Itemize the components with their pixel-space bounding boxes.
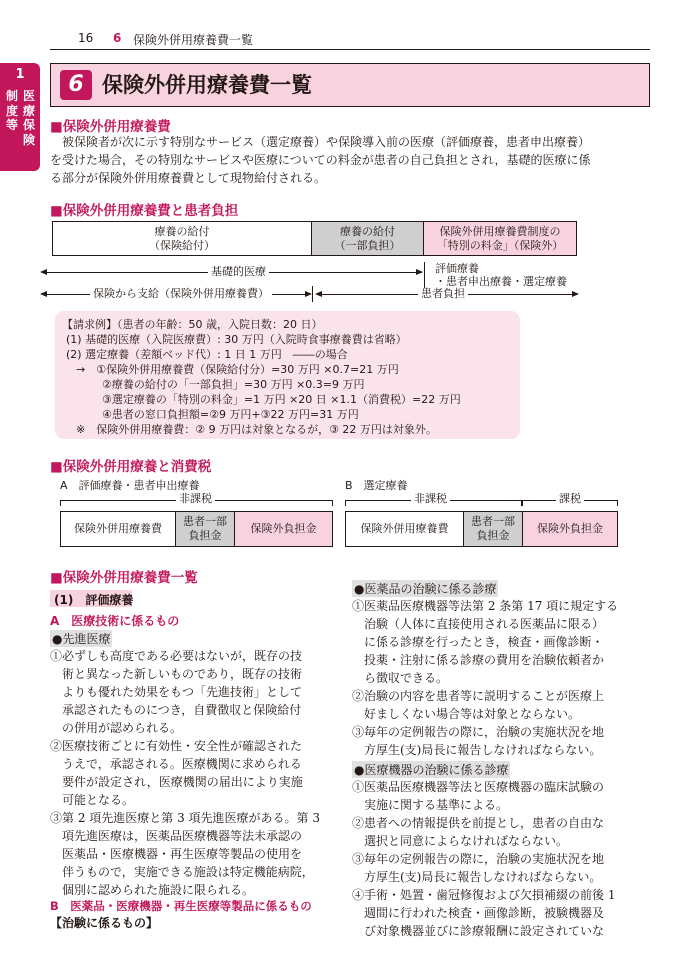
left-line-3: よりも優れた効果をもつ「先進技術」として: [50, 685, 303, 699]
right1-line-2: 治験（人体に直接使用される医薬品に限る）: [352, 617, 605, 631]
sec1-line-2: を受けた場合，その特別なサービスや医療についての料金が患者の自己負担とされ，基礎的医療に係: [50, 153, 591, 167]
right-head-drug: ●医薬品の治験に係る診療: [354, 582, 497, 596]
section-title-1: ■保険外併用療養費: [50, 119, 171, 135]
right2-line-4: 選択と同意によらなければならない。: [352, 834, 569, 848]
sec1-line-1: 被保険者が次に示す特別なサービス（選定療養）や保険導入前の医療（評価療養，患者申出療養）: [62, 135, 591, 149]
chapter-number-badge: 6: [60, 70, 92, 100]
header-title: 保険外併用療養費一覧: [133, 33, 254, 47]
senshin-heading: ●先進医療: [52, 632, 111, 646]
right-head-device: ●医療機器の治験に係る診療: [354, 763, 509, 777]
right1-line-7: 好ましくない場合等は対象とならない。: [352, 707, 581, 721]
tax-a-box-outside: 保険外負担金: [234, 511, 333, 547]
arrow-right-head: [416, 269, 423, 275]
tax-a-nontax-label: 非課税: [176, 493, 215, 505]
left-line-7: うえで，承認される。医療機関に求められる: [50, 757, 302, 771]
claim-line-7: ④患者の窓口負担額=②9 万円+③22 万円=31 万円: [102, 408, 359, 421]
tax-b-box-copay-l1: 患者一部: [471, 515, 515, 528]
sub-heading-a: A 医療技術に係るもの: [50, 614, 180, 628]
left-line-13: 伴うもので，実施できる施設は特定機能病院，: [50, 865, 314, 879]
sec1-line-3: る部分が保険外併用療養費として現物給付される。: [50, 171, 327, 185]
fee-cell-copay-l2: （一部負担）: [334, 239, 401, 252]
side-tab-col1: 医療保険: [22, 89, 35, 147]
right2-line-5: ③毎年の定例報告の際に，治験の実施状況を地: [352, 852, 605, 866]
arrow-right-label-2: ・患者申出療養・選定療養: [435, 275, 567, 288]
tax-a-title: A 評価療養・患者申出療養: [60, 479, 200, 492]
side-tab[interactable]: [0, 63, 40, 171]
claim-line-5: ②療養の給付の「一部負担」=30 万円 ×0.3=9 万円: [102, 378, 365, 391]
arrow-right-head-2: [305, 291, 312, 297]
arrow-left-head-3: [315, 291, 322, 297]
tax-b-box-copay-l2: 負担金: [476, 529, 510, 542]
right1-line-6: ②治験の内容を患者等に説明することが医療上: [352, 689, 605, 703]
left-line-6: ②医療技術ごとに有効性・安全性が確認された: [50, 739, 303, 753]
tax-b-box-insurance: 保険外併用療養費: [345, 511, 464, 547]
claim-line-4: → ①保険外併用療養費（保険給付分）=30 万円 ×0.7=21 万円: [76, 363, 399, 376]
left-line-12: 医薬品・医療機器・再生医療等製品の使用を: [50, 847, 303, 861]
fee-cell-copay-l1: 療養の給付: [340, 225, 395, 238]
right1-line-9: 方厚生(支)局長に報告しなければならない。: [352, 743, 602, 757]
arrow-patient-label: 患者負担: [418, 288, 468, 300]
right2-line-3: ②患者への情報提供を前提とし，患者の自由な: [352, 816, 605, 830]
fee-cell-special-l1: 保険外併用療養費制度の: [439, 225, 561, 238]
fee-cell-special: [423, 221, 577, 256]
claim-line-1: 【請求例】（患者の年齢：50 歳，入院日数：20 日）: [62, 318, 323, 331]
left-line-2: 術と異なった新しいものであり，既存の技術: [50, 667, 303, 681]
left-line-5: の併用が認められる。: [50, 721, 183, 735]
section-title-2: ■保険外併用療養費と患者負担: [50, 203, 239, 219]
claim-line-8: ※ 保険外併用療養費：② 9 万円は対象となるが，③ 22 万円は対象外。: [76, 423, 437, 436]
tax-a-box-insurance: 保険外併用療養費: [60, 511, 176, 547]
section-title-3: ■保険外併用療養と消費税: [50, 459, 212, 475]
chapter-title: 保険外併用療養費一覧: [102, 73, 312, 97]
arrow-basic-label: 基礎的医療: [208, 266, 269, 278]
right2-line-1: ①医薬品医療機器等法と医療機器の臨床試験の: [352, 780, 605, 794]
claim-line-6: ③選定療養の「特別の料金」=1 万円 ×20 日 ×1.1（消費税）=22 万円: [102, 393, 461, 406]
right2-line-9: び対象機器並びに診療報酬に設定されていな: [352, 924, 605, 938]
right2-line-2: 実施に関する基準による。: [352, 798, 509, 812]
left-line-9: 可能となる。: [50, 793, 135, 807]
claim-line-2: (1) 基礎的医療（入院医療費）: 30 万円（入院時食事療養費は省略）: [66, 333, 407, 346]
right1-line-4: 投薬・注射に係る診療の費用を治験依頼者か: [352, 653, 605, 667]
tax-b-title: B 選定療養: [345, 479, 408, 492]
divider-tick-2: [312, 286, 313, 302]
header-rule: [50, 49, 650, 50]
fee-cell-special-l2: 「特別の料金」（保険外）: [436, 239, 564, 252]
fee-cell-benefit-l1: 療養の給付: [154, 225, 210, 238]
tax-a-box-copay-l1: 患者一部: [183, 515, 227, 528]
header-chapter-number: 6: [113, 31, 122, 45]
sub-heading-hyoka: (1) 評価療養: [54, 593, 134, 607]
arrow-right-head-3: [572, 291, 579, 297]
right2-line-8: 週間に行われた検査・画像診断，被験機器及: [352, 906, 605, 920]
tax-a-box-copay: [175, 511, 235, 547]
side-tab-number: 1: [15, 67, 25, 82]
right1-line-1: ①医薬品医療機器等法第 2 条第 17 項に規定する: [352, 599, 619, 613]
sub-heading-b: B 医薬品・医療機器・再生医療等製品に係るもの: [50, 899, 312, 913]
section-title-4: ■保険外併用療養費一覧: [50, 570, 198, 586]
left-line-8: 要件が設定され，医療機関の届出により実施: [50, 775, 303, 789]
arrow-insurance-label: 保険から支給（保険外併用療養費）: [90, 288, 272, 300]
right1-line-3: に係る診療を行ったとき，検査・画像診断・: [352, 635, 604, 649]
tax-a-box-copay-l2: 負担金: [188, 529, 222, 542]
right1-line-5: ら徴収できる。: [352, 671, 449, 685]
fee-cell-benefit: [52, 221, 312, 256]
tax-b-box-copay: [463, 511, 523, 547]
claim-line-3: (2) 選定療養（差額ベッド代）: 1 日 1 万円 ――の場合: [66, 348, 348, 361]
right2-line-7: ④手術・処置・歯冠修復および欠損補綴の前後 1: [352, 888, 616, 902]
page-number: 16: [78, 31, 94, 45]
left-line-11: 項先進医療は，医薬品医療機器等法未承認の: [50, 829, 303, 843]
tax-b-tax-label: 課税: [556, 493, 584, 505]
left-line-14: 個別に認められた施設に限られる。: [50, 883, 255, 897]
fee-cell-benefit-l2: （保険給付）: [149, 239, 215, 252]
left-line-10: ③第 2 項先進医療と第 3 項先進医療がある。第 3: [50, 811, 320, 825]
right2-line-6: 方厚生(支)局長に報告しなければならない。: [352, 870, 602, 884]
side-tab-col2: 制度等: [5, 89, 18, 132]
tax-b-nontax-label: 非課税: [411, 493, 450, 505]
right1-line-8: ③毎年の定例報告の際に，治験の実施状況を地: [352, 725, 605, 739]
arrow-left-head-2: [40, 291, 47, 297]
arrow-right-label-1: 評価療養: [435, 262, 479, 275]
fee-cell-copay: [311, 221, 424, 256]
left-line-4: 承認されたものにつき，自費徴収と保険給付: [50, 703, 302, 717]
arrow-left-head: [40, 269, 47, 275]
chiken-heading: 【治験に係るもの】: [50, 916, 159, 930]
left-line-1: ①必ずしも高度である必要はないが，既存の技: [50, 649, 303, 663]
tax-b-box-outside: 保険外負担金: [522, 511, 618, 547]
